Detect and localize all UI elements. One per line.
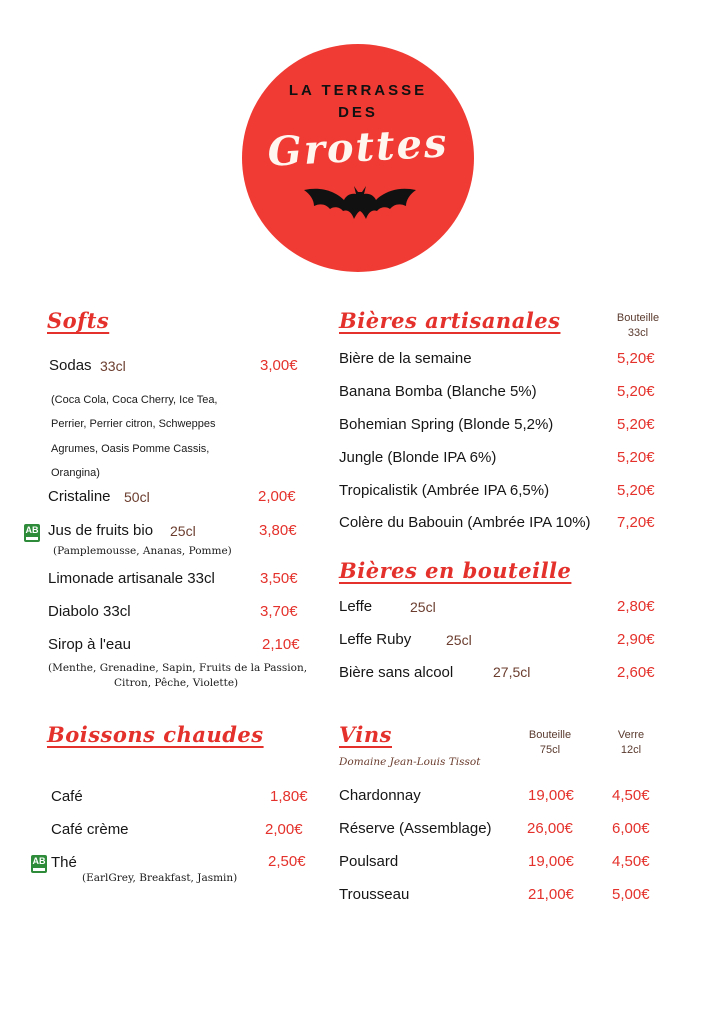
item-cristaline: Cristaline [48,488,111,505]
col-head-line2: 33cl [627,327,649,339]
price-sirop: 2,10€ [262,636,300,653]
col-head-verre-12cl [606,728,656,758]
biere-name: Bière de la semaine [339,350,472,367]
bouteille-name: Leffe [339,598,373,615]
col-head-line1: Bouteille [528,729,572,741]
biere-price: 5,20€ [617,482,655,499]
vin-price-glass: 6,00€ [612,820,650,837]
qty-sodas: 33cl [100,358,126,374]
vin-name: Trousseau [339,886,410,903]
price-cristaline: 2,00€ [258,488,296,505]
vin-price-bottle: 19,00€ [528,853,574,870]
biere-name: Colère du Babouin (Ambrée IPA 10%) [339,514,591,531]
organic-ab-icon: AB [24,524,40,542]
col-head-bouteille-75cl [519,728,581,758]
biere-price: 5,20€ [617,350,655,367]
biere-name: Banana Bomba (Blanche 5%) [339,383,537,400]
vin-name: Réserve (Assemblage) [339,820,492,837]
note-sodas-3: Agrumes, Oasis Pomme Cassis, [51,443,210,455]
qty-jus: 25cl [170,523,196,539]
item-jus-de-fruits: Jus de fruits bio [48,522,154,539]
item-cafe: Café [51,788,83,805]
vin-price-bottle: 26,00€ [527,820,573,837]
bouteille-name: Bière sans alcool [339,664,454,681]
price-sodas: 3,00€ [260,357,298,374]
biere-name: Jungle (Blonde IPA 6%) [339,449,497,466]
vin-price-glass: 4,50€ [612,853,650,870]
logo-script-title: Grottes [266,119,450,176]
price-cafe: 1,80€ [270,788,308,805]
vin-price-bottle: 21,00€ [528,886,574,903]
biere-price: 7,20€ [617,514,655,531]
col-head-line2: 75cl [539,744,561,756]
item-limonade: Limonade artisanale 33cl [48,570,215,587]
vin-name: Chardonnay [339,787,421,804]
logo-circle [242,44,474,272]
organic-ab-icon: AB [31,855,47,873]
section-title-bieres-artisanales: Bières artisanales [339,308,561,333]
note-jus: (Pamplemousse, Ananas, Pomme) [53,545,232,557]
bouteille-price: 2,80€ [617,598,655,615]
bouteille-qty: 25cl [410,599,436,615]
price-diabolo: 3,70€ [260,603,298,620]
col-head-line1: Verre [617,729,645,741]
note-sirop-2: Citron, Pêche, Violette) [114,677,239,689]
biere-price: 5,20€ [617,416,655,433]
bouteille-qty: 27,5cl [493,664,531,680]
bouteille-price: 2,60€ [617,664,655,681]
section-title-vins: Vins [339,722,392,747]
item-sirop: Sirop à l'eau [48,636,131,653]
section-title-softs: Softs [47,308,110,333]
biere-price: 5,20€ [617,383,655,400]
note-sodas-1: (Coca Cola, Coca Cherry, Ice Tea, [51,394,218,406]
col-head-bouteille-33cl [608,311,668,341]
note-the: (EarlGrey, Breakfast, Jasmin) [82,872,238,884]
bouteille-name: Leffe Ruby [339,631,412,648]
bat-icon [292,184,424,230]
item-sodas: Sodas [49,357,92,374]
qty-cristaline: 50cl [124,489,150,505]
col-head-line1: Bouteille [616,312,660,324]
item-diabolo: Diabolo 33cl [48,603,131,620]
biere-price: 5,20€ [617,449,655,466]
price-cafe-creme: 2,00€ [265,821,303,838]
bouteille-price: 2,90€ [617,631,655,648]
logo-line1: LA TERRASSE [288,82,428,99]
price-the: 2,50€ [268,853,306,870]
logo-line2: DES [338,104,378,121]
item-the: Thé [51,854,77,871]
biere-name: Tropicalistik (Ambrée IPA 6,5%) [339,482,550,499]
bouteille-qty: 25cl [446,632,472,648]
note-sodas-2: Perrier, Perrier citron, Schweppes [51,418,216,430]
vin-price-glass: 5,00€ [612,886,650,903]
vin-price-glass: 4,50€ [612,787,650,804]
section-title-bieres-bouteille: Bières en bouteille [339,558,572,583]
vin-price-bottle: 19,00€ [528,787,574,804]
item-cafe-creme: Café crème [51,821,129,838]
section-title-boissons-chaudes: Boissons chaudes [47,722,264,747]
vins-subtitle: Domaine Jean-Louis Tissot [339,756,481,768]
vin-name: Poulsard [339,853,399,870]
price-limonade: 3,50€ [260,570,298,587]
note-sodas-4: Orangina) [51,467,100,479]
note-sirop-1: (Menthe, Grenadine, Sapin, Fruits de la Passion, [48,662,308,674]
price-jus: 3,80€ [259,522,297,539]
biere-name: Bohemian Spring (Blonde 5,2%) [339,416,554,433]
col-head-line2: 12cl [620,744,642,756]
